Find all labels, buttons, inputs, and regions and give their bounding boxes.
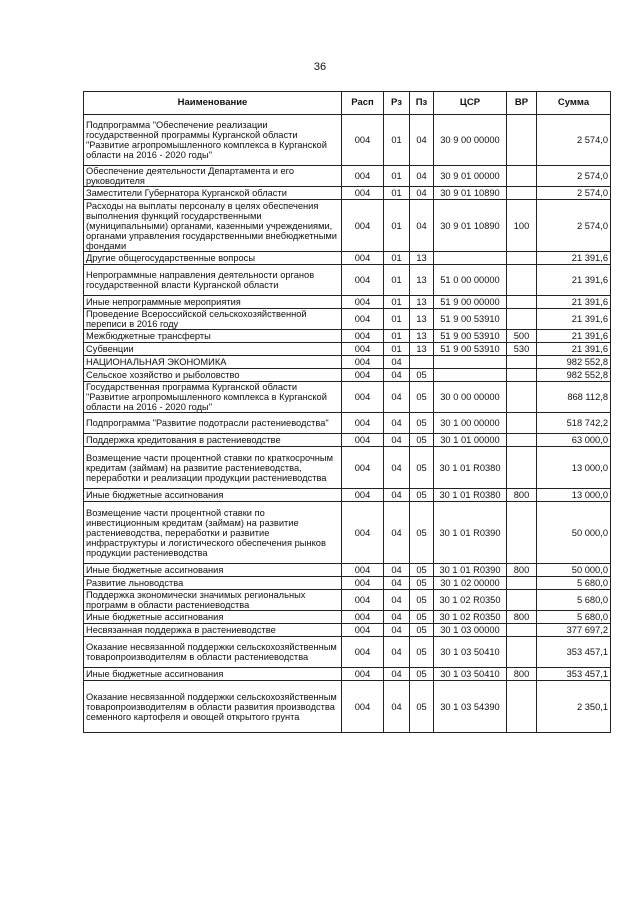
table-row: [84, 369, 611, 382]
row-rasp: 004: [342, 611, 384, 624]
row-sum: 353 457,1: [537, 668, 611, 681]
row-vr: [507, 356, 537, 369]
row-pz: 13: [410, 343, 434, 356]
row-pz: 05: [410, 502, 434, 564]
row-rz: 04: [384, 611, 410, 624]
row-vr: [507, 296, 537, 309]
row-vr: [507, 502, 537, 564]
row-vr: [507, 624, 537, 637]
row-sum: 982 552,8: [537, 356, 611, 369]
row-sum: 868 112,8: [537, 382, 611, 413]
row-vr: [507, 187, 537, 200]
row-sum: 377 697,2: [537, 624, 611, 637]
row-name: Иные бюджетные ассигнования: [84, 611, 342, 624]
row-rasp: 004: [342, 564, 384, 577]
row-name: Заместители Губернатора Курганской области: [84, 187, 342, 200]
table-row: [84, 590, 611, 611]
row-rasp: 004: [342, 577, 384, 590]
row-name: Оказание несвязанной поддержки сельскохозяйственным товаропроизводителям в области растениеводства: [84, 637, 342, 668]
row-csr: 30 1 01 00000: [434, 434, 507, 447]
table-row: [84, 637, 611, 668]
row-sum: 2 574,0: [537, 200, 611, 252]
table-row: [84, 296, 611, 309]
header-sum: Сумма: [537, 92, 611, 115]
table-row: [84, 681, 611, 733]
row-vr: [507, 681, 537, 733]
row-rz: 04: [384, 356, 410, 369]
row-pz: 05: [410, 624, 434, 637]
table-row: [84, 356, 611, 369]
row-rz: 04: [384, 637, 410, 668]
row-pz: 05: [410, 413, 434, 434]
row-csr: 30 1 03 50410: [434, 637, 507, 668]
row-pz: 05: [410, 668, 434, 681]
header-rasp: Расп: [342, 92, 384, 115]
row-pz: 04: [410, 115, 434, 166]
row-rz: 01: [384, 200, 410, 252]
row-rasp: 004: [342, 681, 384, 733]
row-rasp: 004: [342, 166, 384, 187]
row-vr: [507, 265, 537, 296]
row-pz: 05: [410, 611, 434, 624]
row-csr: 51 9 00 53910: [434, 343, 507, 356]
row-name: Иные непрограммные мероприятия: [84, 296, 342, 309]
row-vr: 800: [507, 489, 537, 502]
row-name: Иные бюджетные ассигнования: [84, 489, 342, 502]
row-sum: 5 680,0: [537, 590, 611, 611]
table-row: [84, 166, 611, 187]
row-vr: [507, 166, 537, 187]
row-csr: 30 9 01 10890: [434, 200, 507, 252]
table-row: [84, 668, 611, 681]
row-rz: 04: [384, 434, 410, 447]
row-csr: 51 0 00 00000: [434, 265, 507, 296]
row-vr: [507, 590, 537, 611]
row-pz: 13: [410, 330, 434, 343]
row-name: Государственная программа Курганской области "Развитие агропромышленного комплекса в Курганской области на 2016 - 2020 годы": [84, 382, 342, 413]
row-name: Другие общегосударственные вопросы: [84, 252, 342, 265]
row-vr: 500: [507, 330, 537, 343]
header-csr: ЦСР: [434, 92, 507, 115]
row-sum: 2 350,1: [537, 681, 611, 733]
row-name: Иные бюджетные ассигнования: [84, 564, 342, 577]
row-csr: 51 9 00 00000: [434, 296, 507, 309]
row-pz: 05: [410, 637, 434, 668]
row-rasp: 004: [342, 200, 384, 252]
table-header-row: [84, 92, 611, 115]
row-rz: 01: [384, 309, 410, 330]
table-body: [84, 115, 611, 733]
row-pz: [410, 356, 434, 369]
row-rz: 04: [384, 624, 410, 637]
table-row: [84, 489, 611, 502]
row-rz: 04: [384, 447, 410, 489]
row-rz: 01: [384, 265, 410, 296]
row-vr: [507, 413, 537, 434]
row-pz: 05: [410, 434, 434, 447]
row-rasp: 004: [342, 115, 384, 166]
row-rz: 04: [384, 564, 410, 577]
row-pz: 05: [410, 577, 434, 590]
row-name: Субвенции: [84, 343, 342, 356]
row-csr: 30 1 01 R0380: [434, 489, 507, 502]
table-row: [84, 624, 611, 637]
row-pz: 05: [410, 447, 434, 489]
row-vr: [507, 434, 537, 447]
table-row: [84, 115, 611, 166]
row-sum: 21 391,6: [537, 309, 611, 330]
row-rasp: 004: [342, 434, 384, 447]
row-rz: 04: [384, 577, 410, 590]
row-vr: [507, 309, 537, 330]
row-rz: 04: [384, 668, 410, 681]
row-name: Поддержка кредитования в растениеводстве: [84, 434, 342, 447]
row-csr: 30 1 02 R0350: [434, 611, 507, 624]
row-name: Обеспечение деятельности Департамента и его руководителя: [84, 166, 342, 187]
row-csr: 30 1 01 R0390: [434, 564, 507, 577]
row-name: Возмещение части процентной ставки по инвестиционным кредитам (займам) на развитие растениеводства, переработки и развитие инфраструктуры и логистического обеспечения рынков продукции растениеводства: [84, 502, 342, 564]
row-sum: 21 391,6: [537, 265, 611, 296]
row-vr: [507, 369, 537, 382]
row-pz: 05: [410, 382, 434, 413]
row-name: Расходы на выплаты персоналу в целях обеспечения выполнения функций государственными (муниципальными) органами, казенными учреждениями, органами управления государственными внебюджетными фондами: [84, 200, 342, 252]
row-rasp: 004: [342, 330, 384, 343]
row-sum: 13 000,0: [537, 489, 611, 502]
row-csr: 51 9 00 53910: [434, 309, 507, 330]
row-vr: 800: [507, 668, 537, 681]
table-row: [84, 252, 611, 265]
row-rasp: 004: [342, 187, 384, 200]
row-name: Сельское хозяйство и рыболовство: [84, 369, 342, 382]
row-name: Возмещение части процентной ставки по краткосрочным кредитам (займам) на развитие растениеводства, переработки и реализации продукции растениеводства: [84, 447, 342, 489]
row-rasp: 004: [342, 369, 384, 382]
row-vr: 530: [507, 343, 537, 356]
row-vr: 100: [507, 200, 537, 252]
row-rz: 01: [384, 166, 410, 187]
row-vr: 800: [507, 611, 537, 624]
row-sum: 982 552,8: [537, 369, 611, 382]
row-pz: 05: [410, 590, 434, 611]
budget-table: [83, 91, 611, 733]
row-pz: 05: [410, 681, 434, 733]
row-csr: [434, 356, 507, 369]
row-rz: 04: [384, 369, 410, 382]
header-name: Наименование: [84, 92, 342, 115]
row-name: Оказание несвязанной поддержки сельскохозяйственным товаропроизводителям в области развития производства семенного картофеля и овощей открытого грунта: [84, 681, 342, 733]
row-rasp: 004: [342, 265, 384, 296]
row-sum: 2 574,0: [537, 187, 611, 200]
row-name: Межбюджетные трансферты: [84, 330, 342, 343]
row-rasp: 004: [342, 637, 384, 668]
row-rasp: 004: [342, 447, 384, 489]
row-rasp: 004: [342, 413, 384, 434]
row-rasp: 004: [342, 502, 384, 564]
table-row: [84, 577, 611, 590]
row-csr: 30 9 01 00000: [434, 166, 507, 187]
row-name: НАЦИОНАЛЬНАЯ ЭКОНОМИКА: [84, 356, 342, 369]
row-csr: 30 1 03 50410: [434, 668, 507, 681]
table-row: [84, 343, 611, 356]
row-csr: 30 1 01 R0390: [434, 502, 507, 564]
table-row: [84, 564, 611, 577]
row-pz: 04: [410, 200, 434, 252]
row-rasp: 004: [342, 590, 384, 611]
row-rz: 01: [384, 252, 410, 265]
row-pz: 05: [410, 564, 434, 577]
row-rz: 01: [384, 115, 410, 166]
row-sum: 5 680,0: [537, 611, 611, 624]
row-csr: 30 1 02 00000: [434, 577, 507, 590]
header-vr: ВР: [507, 92, 537, 115]
row-csr: 30 1 03 00000: [434, 624, 507, 637]
row-csr: 51 9 00 53910: [434, 330, 507, 343]
row-sum: 21 391,6: [537, 296, 611, 309]
row-vr: [507, 637, 537, 668]
row-name: Иные бюджетные ассигнования: [84, 668, 342, 681]
row-name: Подпрограмма "Развитие подотрасли растениеводства": [84, 413, 342, 434]
row-pz: 13: [410, 296, 434, 309]
row-sum: 5 680,0: [537, 577, 611, 590]
row-sum: 21 391,6: [537, 252, 611, 265]
row-vr: [507, 577, 537, 590]
row-rasp: 004: [342, 489, 384, 502]
table-row: [84, 330, 611, 343]
table-row: [84, 200, 611, 252]
row-pz: 13: [410, 309, 434, 330]
row-rz: 04: [384, 590, 410, 611]
row-name: Подпрограмма "Обеспечение реализации государственной программы Курганской области "Развитие агропромышленного комплекса в Курганской области на 2016 - 2020 годы": [84, 115, 342, 166]
table-row: [84, 434, 611, 447]
row-rasp: 004: [342, 309, 384, 330]
table-row: [84, 413, 611, 434]
row-pz: 13: [410, 265, 434, 296]
header-pz: Пз: [410, 92, 434, 115]
table-row: [84, 502, 611, 564]
row-csr: 30 9 01 10890: [434, 187, 507, 200]
row-csr: 30 9 00 00000: [434, 115, 507, 166]
row-sum: 63 000,0: [537, 434, 611, 447]
row-csr: 30 1 03 54390: [434, 681, 507, 733]
table-row: [84, 265, 611, 296]
row-csr: 30 1 01 R0380: [434, 447, 507, 489]
row-name: Несвязанная поддержка в растениеводстве: [84, 624, 342, 637]
header-rz: Рз: [384, 92, 410, 115]
table-row: [84, 309, 611, 330]
row-csr: 30 0 00 00000: [434, 382, 507, 413]
row-vr: [507, 447, 537, 489]
row-vr: [507, 252, 537, 265]
row-rz: 04: [384, 502, 410, 564]
row-csr: [434, 369, 507, 382]
row-rasp: 004: [342, 382, 384, 413]
row-sum: 2 574,0: [537, 166, 611, 187]
row-rz: 04: [384, 681, 410, 733]
row-vr: 800: [507, 564, 537, 577]
row-sum: 518 742,2: [537, 413, 611, 434]
row-rz: 04: [384, 489, 410, 502]
row-sum: 50 000,0: [537, 502, 611, 564]
table-row: [84, 187, 611, 200]
table-row: [84, 382, 611, 413]
row-rasp: 004: [342, 343, 384, 356]
row-rasp: 004: [342, 668, 384, 681]
row-rz: 01: [384, 296, 410, 309]
row-rz: 01: [384, 330, 410, 343]
table-row: [84, 611, 611, 624]
row-name: Развитие льноводства: [84, 577, 342, 590]
row-vr: [507, 382, 537, 413]
row-sum: 50 000,0: [537, 564, 611, 577]
page-number: 36: [313, 61, 327, 73]
row-sum: 13 000,0: [537, 447, 611, 489]
row-rz: 01: [384, 343, 410, 356]
row-rz: 04: [384, 382, 410, 413]
row-sum: 21 391,6: [537, 343, 611, 356]
row-name: Поддержка экономически значимых региональных программ в области растениеводства: [84, 590, 342, 611]
row-csr: 30 1 02 R0350: [434, 590, 507, 611]
row-name: Проведение Всероссийской сельскохозяйственной переписи в 2016 году: [84, 309, 342, 330]
row-rasp: 004: [342, 296, 384, 309]
row-rasp: 004: [342, 624, 384, 637]
row-rasp: 004: [342, 252, 384, 265]
row-rz: 01: [384, 187, 410, 200]
row-sum: 2 574,0: [537, 115, 611, 166]
row-pz: 04: [410, 166, 434, 187]
row-rz: 04: [384, 413, 410, 434]
row-sum: 353 457,1: [537, 637, 611, 668]
row-pz: 13: [410, 252, 434, 265]
row-pz: 04: [410, 187, 434, 200]
row-vr: [507, 115, 537, 166]
row-csr: [434, 252, 507, 265]
table-row: [84, 447, 611, 489]
row-name: Непрограммные направления деятельности органов государственной власти Курганской области: [84, 265, 342, 296]
row-rasp: 004: [342, 356, 384, 369]
row-pz: 05: [410, 369, 434, 382]
row-pz: 05: [410, 489, 434, 502]
row-sum: 21 391,6: [537, 330, 611, 343]
row-csr: 30 1 00 00000: [434, 413, 507, 434]
